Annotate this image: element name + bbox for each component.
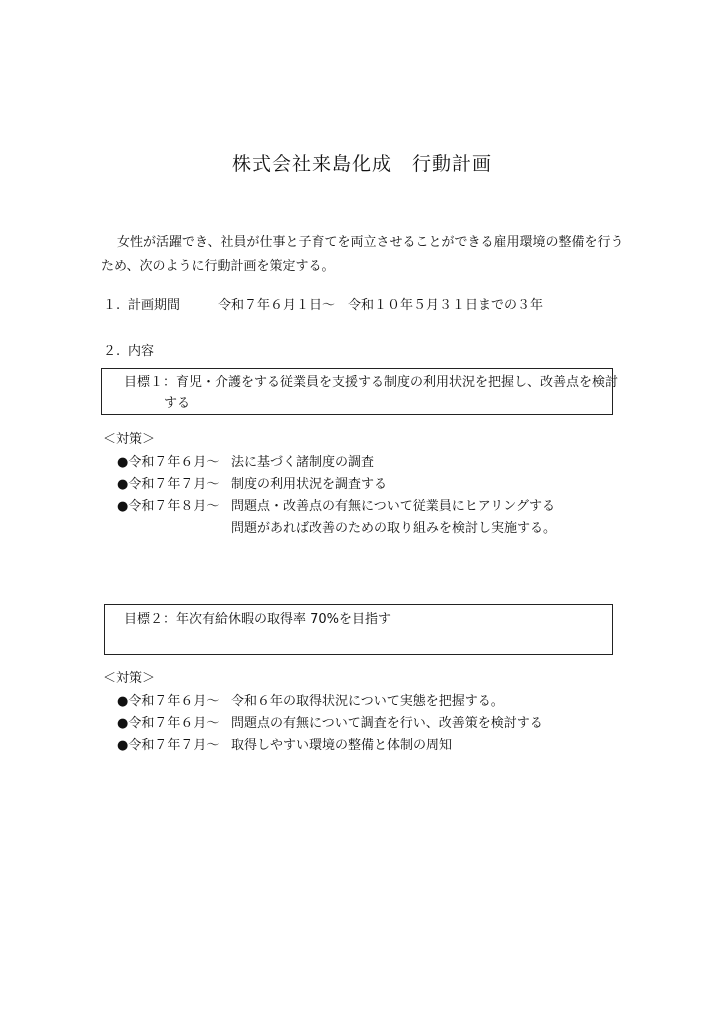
goal2-measure-date: ●令和７年６月～ — [117, 694, 220, 709]
goal2-measure-date: ●令和７年７月～ — [117, 738, 220, 753]
period-value: 令和７年６月１日～ 令和１０年５月３１日までの３年 — [218, 298, 544, 313]
goal2-measure-text: 取得しやすい環境の整備と体制の周知 — [231, 738, 453, 753]
goal1-measure-date: ●令和７年８月～ — [117, 499, 220, 514]
goal2-measures-heading: ＜対策＞ — [103, 671, 156, 686]
goal1-measures-heading: ＜対策＞ — [103, 432, 156, 447]
goal1-measure-text: 問題点・改善点の有無について従業員にヒアリングする — [231, 499, 555, 514]
goal2-measure-text: 問題点の有無について調査を行い、改善策を検討する — [231, 716, 543, 731]
goal1-measure-text: 制度の利用状況を調査する — [231, 477, 388, 492]
intro-line-2: ため、次のように行動計画を策定する。 — [101, 259, 335, 274]
goal2-measure-text: 令和６年の取得状況について実態を把握する。 — [231, 694, 504, 709]
content-label: 内容 — [128, 344, 155, 359]
document-title: 株式会社来島化成 行動計画 — [231, 153, 492, 175]
period-number: １. — [103, 298, 121, 313]
intro-line-1: 女性が活躍でき、社員が仕事と子育てを両立させることができる雇用環境の整備を行う — [117, 235, 624, 250]
goal1-measure-text-continued: 問題があれば改善のための取り組みを検討し実施する。 — [231, 521, 557, 536]
goal1-measure-text: 法に基づく諸制度の調査 — [231, 455, 375, 470]
goal2-measure-date: ●令和７年６月～ — [117, 716, 220, 731]
goal1-line-2: する — [164, 396, 191, 411]
period-label: 計画期間 — [128, 298, 181, 313]
goal1-line-1: 目標１：育児・介護をする従業員を支援する制度の利用状況を把握し、改善点を検討 — [124, 375, 619, 390]
goal2-line-1: 目標２：年次有給休暇の取得率 70%を目指す — [124, 612, 392, 627]
goal1-measure-date: ●令和７年７月～ — [117, 477, 220, 492]
content-number: ２. — [103, 344, 121, 359]
goal1-measure-date: ●令和７年６月～ — [117, 455, 220, 470]
